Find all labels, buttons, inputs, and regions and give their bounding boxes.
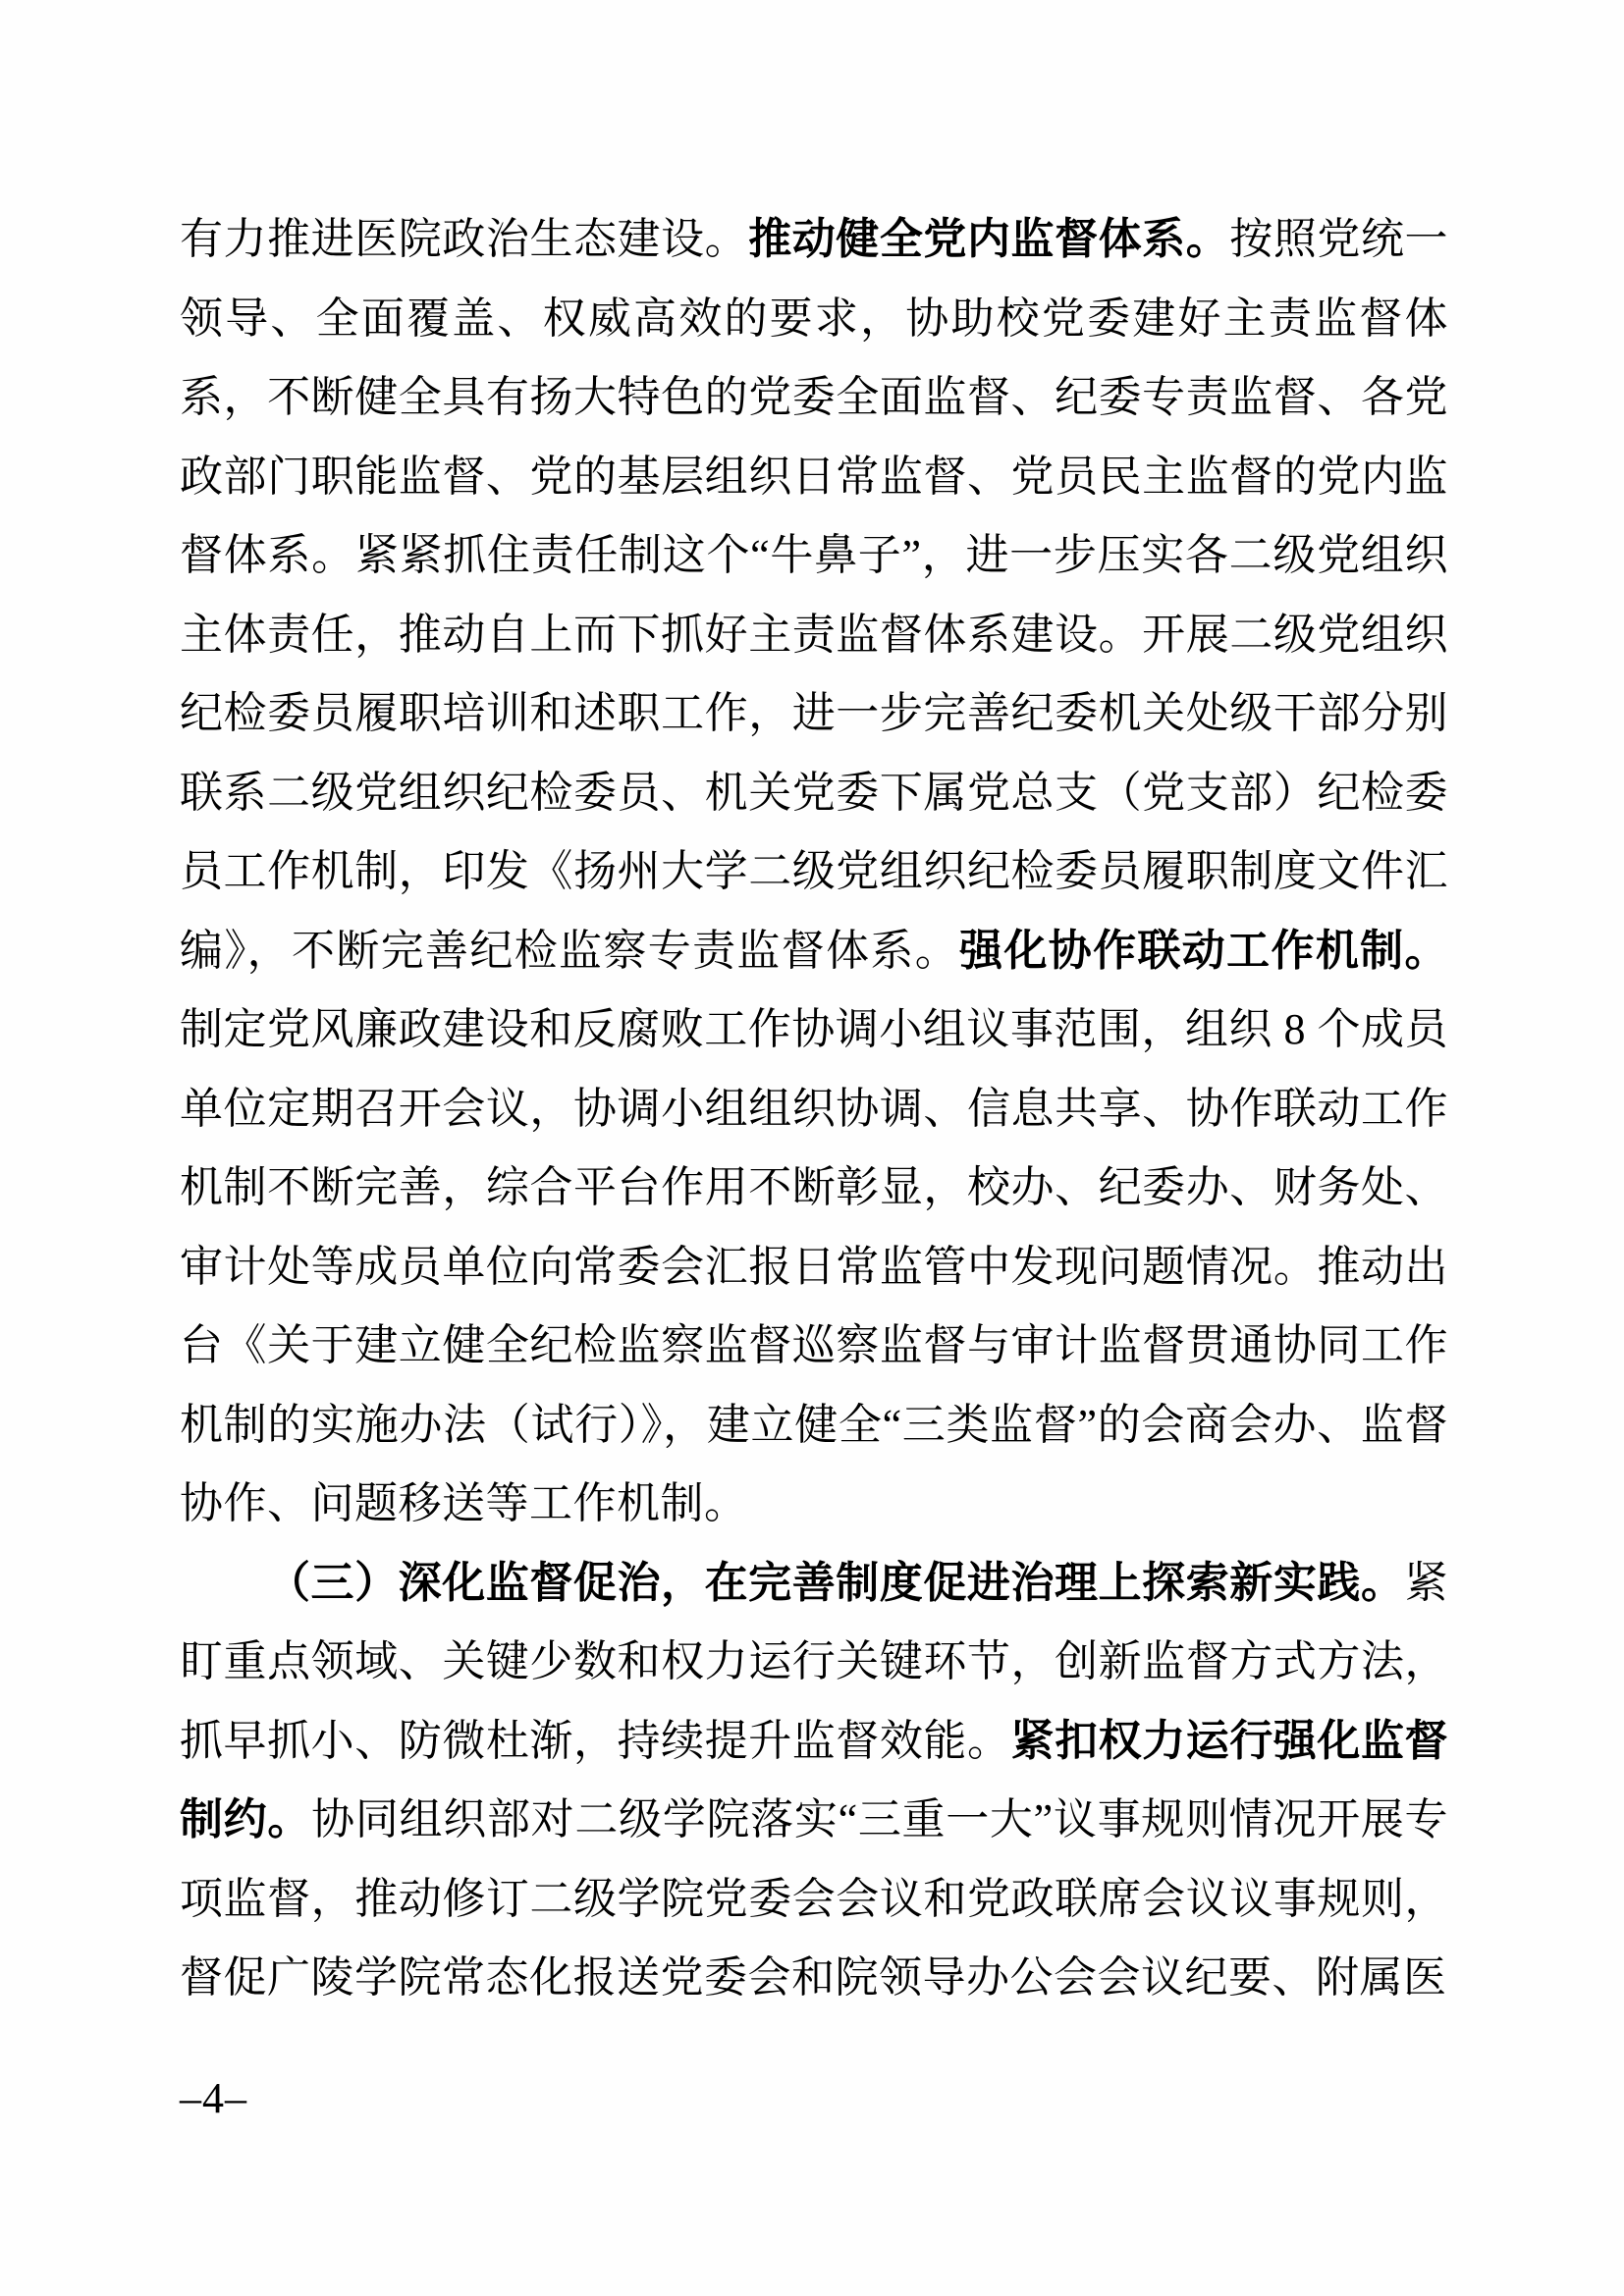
document-body xyxy=(180,200,1448,2018)
page-number: –4– xyxy=(180,2074,247,2122)
text-run: 制定党风廉政建设和反腐败工作协调小组议事范围，组织 8 个成员单位定期召开会议，协调小组组织协调、信息共享、协作联动工作机制不断完善，综合平台作用不断彰显，校办、纪委办、财务处、审计处等成员单位向常委会汇报日常监管中发现问题情况。推动出台《关于建立健全纪检监察监督巡察监督与审计监督贯通协同工作机制的实施办法（试行）》，建立健全“三类监督”的会商会办、监督协作、问题移送等工作机制。 xyxy=(180,1005,1448,1527)
paragraph xyxy=(180,1544,1448,2018)
paragraph xyxy=(180,200,1448,1544)
text-run: 协同组织部对二级学院落实“三重一大”议事规则情况开展专项监督，推动修订二级学院党委会会议和党政联席会议议事规则，督促广陵学院常态化报送党委会和院领导办公会会议纪要、附属医 xyxy=(180,1795,1449,2002)
emphasis-text-run: 推动健全党内监督体系。 xyxy=(748,215,1230,263)
emphasis-text-run: （三）深化监督促治，在完善制度促进治理上探索新实践。 xyxy=(267,1558,1405,1607)
text-run: 紧盯重点领域、关键少数和权力运行关键环节，创新监督方式方法，抓早抓小、防微杜渐，持续提升监督效能。 xyxy=(180,1558,1448,1765)
emphasis-text-run: 强化协作联动工作机制。 xyxy=(959,926,1449,975)
emphasis-text-run: 紧扣权力运行强化监督制约。 xyxy=(180,1716,1449,1843)
text-run: 有力推进医院政治生态建设。 xyxy=(180,215,749,263)
text-run: 按照党统一领导、全面覆盖、权威高效的要求，协助校党委建好主责监督体系，不断健全具有扬大特色的党委全面监督、纪委专责监督、各党政部门职能监督、党的基层组织日常监督、党员民主监督的党内监督体系。紧紧抓住责任制这个“牛鼻子”，进一步压实各二级党组织主体责任，推动自上而下抓好主责监督体系建设。开展二级党组织纪检委员履职培训和述职工作，进一步完善纪委机关处级干部分别联系二级党组织纪检委员、机关党委下属党总支（党支部）纪检委员工作机制，印发《扬州大学二级党组织纪检委员履职制度文件汇编》，不断完善纪检监察专责监督体系。 xyxy=(180,215,1449,975)
